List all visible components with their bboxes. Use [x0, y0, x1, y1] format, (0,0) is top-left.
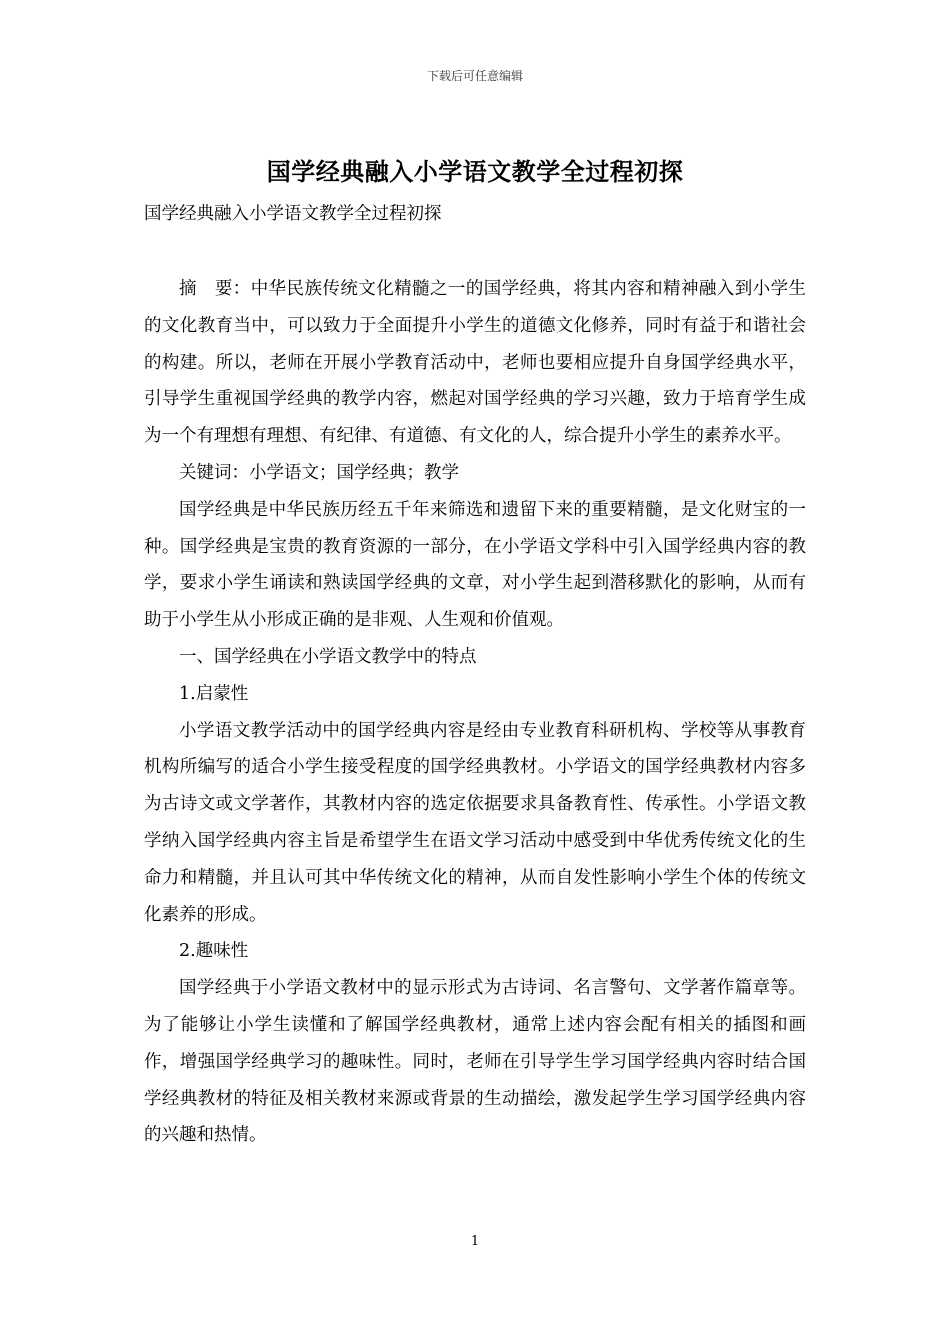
page-number: 1	[470, 1234, 480, 1249]
body-paragraph: 国学经典于小学语文教材中的显示形式为古诗词、名言警句、文学著作篇章等。为了能够让小学生读懂和了解国学经典教材，通常上述内容会配有相关的插图和画作，增强国学经典学习的趣味性。同时，老师在引导学生学习国学经典内容时结合国学经典教材的特征及相关教材来源或背景的生动描绘，激发起学生学习国学经典内容的兴趣和热情。	[144, 978, 806, 1146]
intro-paragraph: 国学经典是中华民族历经五千年来筛选和遗留下来的重要精髓，是文化财宝的一种。国学经典是宝贵的教育资源的一部分，在小学语文学科中引入国学经典内容的教学，要求小学生诵读和熟读国学经典的文章，对小学生起到潜移默化的影响，从而有助于小学生从小形成正确的是非观、人生观和价值观。	[144, 499, 806, 631]
document-subtitle: 国学经典融入小学语文教学全过程初探	[144, 204, 442, 224]
header-note: 下载后可任意编辑	[426, 69, 523, 83]
body-paragraph: 小学语文教学活动中的国学经典内容是经由专业教育科研机构、学校等从事教育机构所编写的适合小学生接受程度的国学经典教材。小学语文的国学经典教材内容多为古诗文或文学著作，其教材内容的选定依据要求具备教育性、传承性。小学语文教学纳入国学经典内容主旨是希望学生在语文学习活动中感受到中华优秀传统文化的生命力和精髓，并且认可其中华传统文化的精神，从而自发性影响小学生个体的传统文化素养的形成。	[144, 720, 806, 925]
abstract-paragraph: 摘 要：中华民族传统文化精髓之一的国学经典，将其内容和精神融入到小学生的文化教育当中，可以致力于全面提升小学生的道德文化修养，同时有益于和谐社会的构建。所以，老师在开展小学教育活动中，老师也要相应提升自身国学经典水平，引导学生重视国学经典的教学内容，燃起对国学经典的学习兴趣，致力于培育学生成为一个有理想有理想、有纪律、有道德、有文化的人，综合提升小学生的素养水平。	[144, 279, 806, 447]
subsection-heading-2: 2.趣味性	[179, 941, 249, 962]
document-body	[144, 271, 806, 1154]
document-title: 国学经典融入小学语文教学全过程初探	[266, 157, 684, 186]
keywords-paragraph: 关键词：小学语文；国学经典；教学	[179, 462, 459, 483]
section-heading-1: 一、国学经典在小学语文教学中的特点	[179, 646, 477, 667]
subsection-heading-1: 1.启蒙性	[179, 683, 249, 704]
